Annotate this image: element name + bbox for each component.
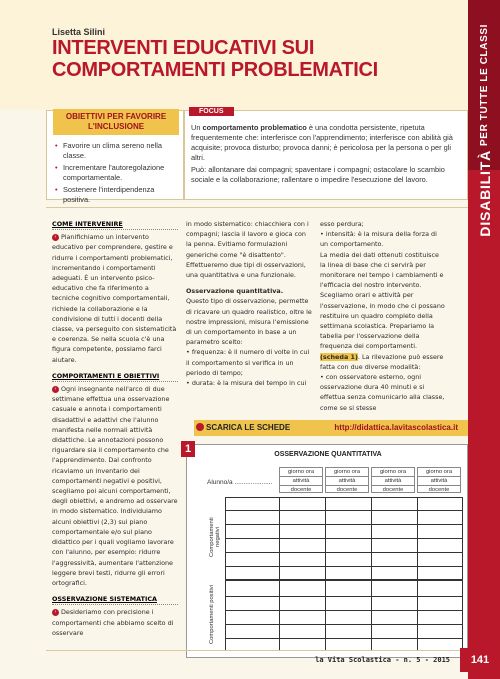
side-tab-section: DISABILITÀ [477, 150, 493, 237]
column-3 [320, 219, 446, 413]
paragraph [320, 290, 446, 372]
sheet-column-header [371, 467, 415, 493]
grid-row [225, 511, 463, 525]
page-title: INTERVENTI EDUCATIVI SUI COMPORTAMENTI PROBLEMATICI [52, 37, 378, 81]
paragraph-text: Desideriamo con precisione i comportamenti che abbiamo scelto di osservare [52, 608, 174, 637]
objective-item: • Incrementare l'autoregolazione comportamentale. [55, 163, 181, 183]
bullet-item: • con osservatore esterno, ogni osservazione dura 40 minuti e si effettua senza comunicarlo alla classe, come se si stesse [320, 373, 445, 412]
paragraph-text: Pianifichiamo un intervento educativo per comprendere, gestire e ridurre i comportamenti problematici, incrementando i comportamenti adeguati. È un intervento psico-educativo che fa riferimento a tecniche cognitivo comportamentali, richiede la collaborazione e la condivisione di tutti i docenti della classe, va perseguito con sistematicità e coerenza. Se nella scuola c'è una figura competente, possiamo farci aiutare. [52, 233, 177, 364]
observation-sheet [186, 444, 468, 658]
student-field: Alunno/a ..................... [207, 479, 273, 486]
download-link[interactable]: http://didattica.lavitascolastica.it [334, 423, 458, 432]
objectives-list [55, 141, 181, 207]
paragraph-text: Scegliamo orari e attività per l'osservazione, in modo che ci possano restituire un quadro completo della settimana scolastica. Prepariamo la tabella per l'osservazione della frequenza dei comportamenti. [320, 291, 445, 351]
objective-item: • Favorire un clima sereno nella classe. [55, 141, 181, 161]
grid-row [225, 637, 463, 651]
objectives-heading: OBIETTIVI PER FAVORIRE L'INCLUSIONE [53, 109, 179, 135]
grid-row [225, 567, 463, 581]
sheet-column-header [417, 467, 461, 493]
grid-row [225, 539, 463, 553]
grid-row [225, 497, 463, 511]
col-line: attività [280, 476, 322, 485]
arrow-icon: › [52, 234, 59, 241]
side-tab-label: PER TUTTE LE CLASSI [479, 24, 490, 146]
sheet-number: 1 [181, 441, 195, 457]
column-1 [52, 219, 178, 644]
download-label: SCARICA LE SCHEDE [206, 423, 291, 432]
bullet-item: • frequenza: è il numero di volte in cui il comportamento si verifica in un periodo di tempo; [186, 348, 310, 377]
focus-box [184, 110, 468, 200]
sheet-column-header [279, 467, 323, 493]
arrow-icon: › [52, 609, 59, 616]
paragraph: in modo sistematico: chiacchiera con i compagni; lascia il lavoro e gioca con la penna. Evitiamo formulazioni generiche come "è disattento". [186, 220, 309, 259]
col-line: attività [326, 476, 368, 485]
bullet-item: • intensità: è la misura della forza di un comportamento. [320, 230, 437, 249]
column-2 [186, 219, 312, 388]
section-heading: OSSERVAZIONE SISTEMATICA [52, 594, 178, 605]
author: Lisetta Silini [52, 27, 106, 37]
col-line: docente [372, 485, 414, 494]
objective-item: • Sostenere l'interdipendenza positiva. [55, 185, 181, 205]
paragraph-text: Ogni insegnante nell'arco di due settimane effettua una osservazione casuale e annota i comportamenti disadattivi e adattivi che l'alunno manifesta nelle normali attività didattiche. Le annotazioni possono riguardare sia il comportamento che l'apprendimento. Dal confronto ricaviamo un inventario dei comportamenti negativi e positivi, scegliamo poi alcuni comportamenti, degli obiettivi, e andremo ad osservare in modo sistematico. Individuiamo alcuni obiettivi (2,3) sui piano comportamentale e/o sul piano didattico per i quali vogliamo lavorare con l'alunno, per esempio: ridurre l'aggressività, aumentare l'attenzione leggere brevi testi, ridurre gli errori ortografici. [52, 385, 178, 587]
bullet-text: con osservatore esterno, ogni osservazione dura 40 minuti e si effettua senza comunicarlo alla classe, come se si stesse [320, 373, 445, 412]
footer-divider [46, 650, 468, 651]
magazine-footer: la Vita Scolastica - n. 5 - 2015 [315, 656, 450, 664]
objectives-box [46, 110, 184, 204]
col-line: docente [280, 485, 322, 494]
subheading: Osservazione quantitativa. [186, 287, 284, 296]
focus-paragraph: Può: allontanare dai compagni; spaventare i compagni; ostacolare lo scambio sociale e la collaborazione; rallentare o impedire l'esecuzione del lavoro. [191, 165, 445, 184]
paragraph: La media dei dati ottenuti costituisce la linea di base che ci servirà per monitorare nel tempo i cambiamenti e l'efficacia del nostro intervento. [320, 250, 444, 290]
download-bar [194, 420, 468, 436]
arrow-icon: › [52, 386, 59, 393]
paragraph [52, 607, 178, 638]
page-number: 141 [460, 648, 500, 672]
download-icon [196, 423, 204, 431]
grid-row [225, 525, 463, 539]
sheet-title: OSSERVAZIONE QUANTITATIVA [274, 451, 382, 458]
col-line: giorno ora [333, 469, 361, 475]
sheet-reference: (scheda 1) [320, 352, 358, 361]
row-group-label: Comportamenti negativi [209, 517, 221, 557]
col-line: attività [372, 476, 414, 485]
paragraph-text: . La rilevazione può essere fatta con due diverse modalità: [320, 352, 444, 371]
divider [46, 207, 468, 208]
section-heading: COMPORTAMENTI E OBIETTIVI [52, 371, 178, 382]
col-line: docente [418, 485, 460, 494]
bullet-item: • durata: è la misura del tempo in cui [186, 379, 307, 388]
col-line: giorno ora [425, 469, 453, 475]
col-line: giorno ora [287, 469, 315, 475]
sheet-column-header [325, 467, 369, 493]
focus-text [191, 123, 463, 185]
sheet-grid [209, 497, 463, 651]
grid-row [225, 597, 463, 611]
bullet-text: frequenza: è il numero di volte in cui il comportamento si verifica in un periodo di tempo; [186, 348, 310, 377]
grid-row [225, 553, 463, 567]
bullet-text: durata: è la misura del tempo in cui [191, 379, 307, 388]
focus-heading: FOCUS [189, 107, 234, 116]
col-line: attività [418, 476, 460, 485]
paragraph [52, 384, 178, 588]
paragraph: esso perdura; [320, 220, 364, 228]
paragraph: Effettueremo due tipi di osservazioni, una quantitativa e una funzionale. [186, 260, 306, 280]
col-line: docente [326, 485, 368, 494]
grid-row [225, 611, 463, 625]
bullet-text: intensità: è la misura della forza di un comportamento. [320, 230, 437, 249]
row-group-label: Comportamenti positivi [209, 585, 215, 645]
paragraph: Questo tipo di osservazione, permette di ricavare un quadro realistico, oltre le nostre impressioni, misura l'emissione di un comportamento in base a un parametro scelto: [186, 297, 312, 347]
focus-text-post: è una condotta persistente, ripetuta frequentemente che: interferisce con l'apprendimento; interferisce con abilità già acquisite; provoca disturbo; provoca danni; è pericolosa per la persona o per gli altri. [191, 123, 453, 162]
col-line: giorno ora [379, 469, 407, 475]
focus-text-pre: Un [191, 123, 203, 132]
focus-term: comportamento problematico [202, 123, 307, 132]
grid-row [225, 583, 463, 597]
section-heading: COME INTERVENIRE [52, 219, 178, 230]
paragraph [52, 232, 178, 365]
